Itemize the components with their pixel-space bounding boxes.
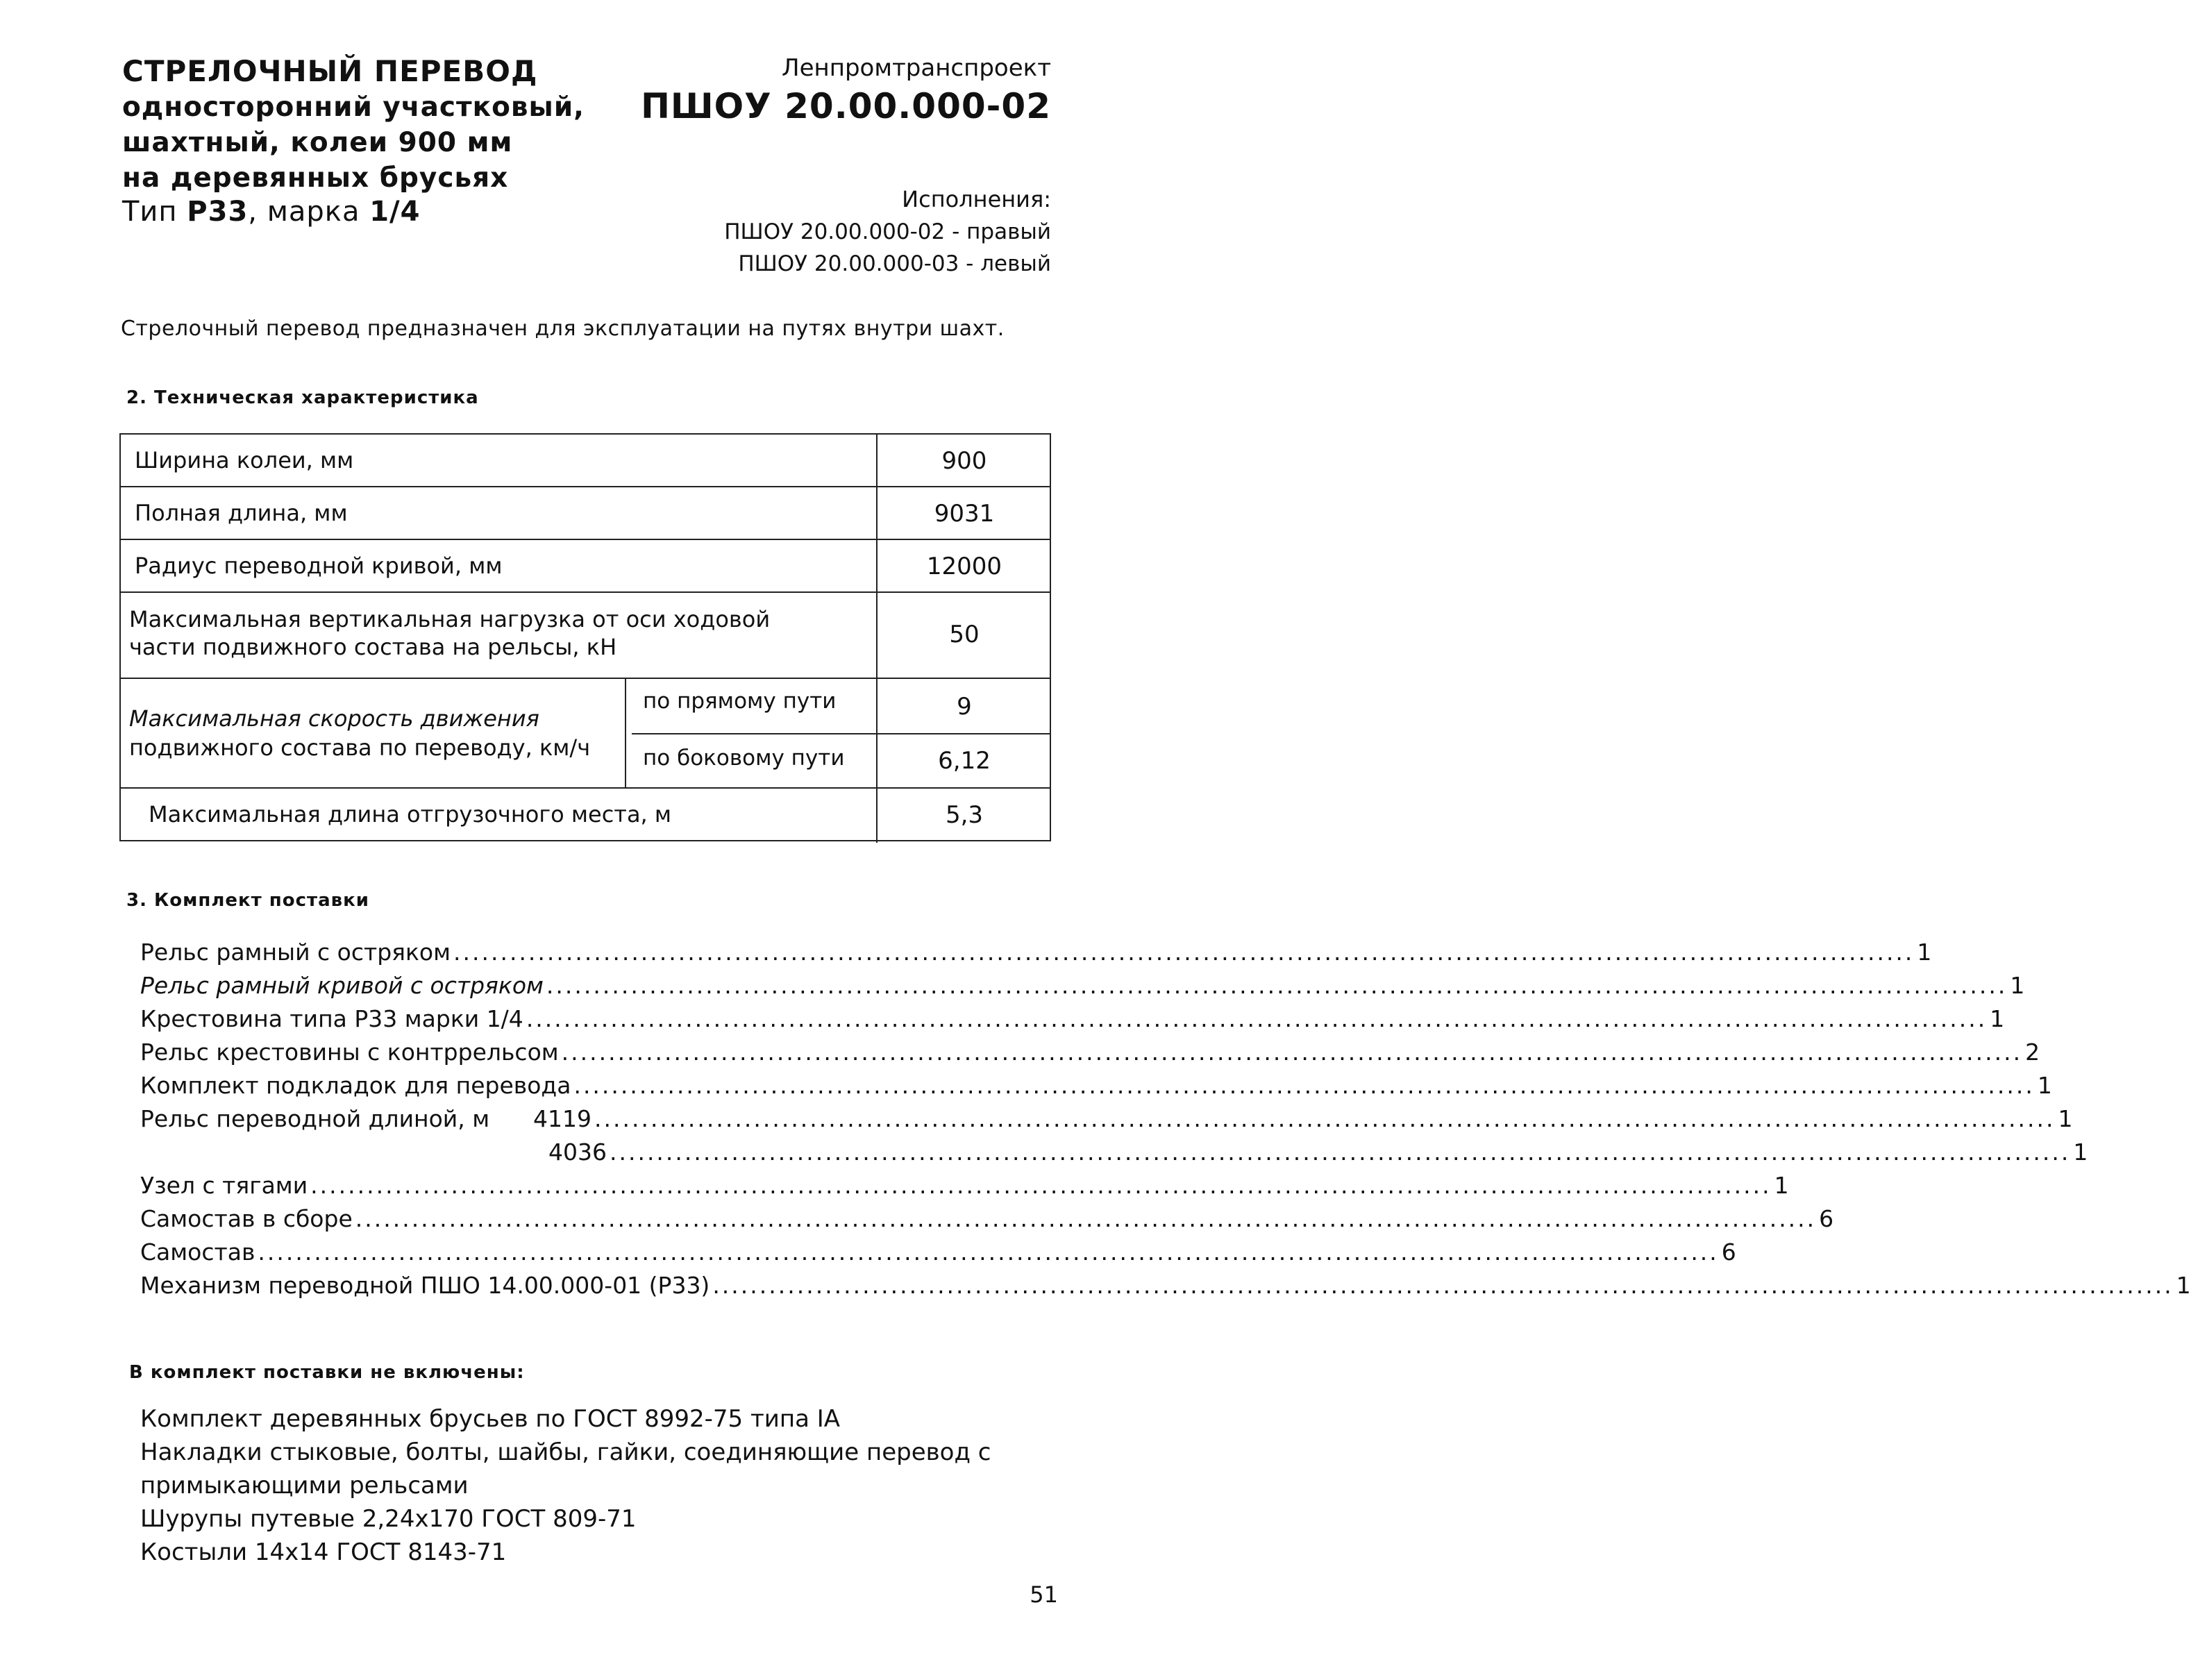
section-2-heading: 2. Техническая характеристика [126,387,479,408]
document-title: СТРЕЛОЧНЫЙ ПЕРЕВОД [122,54,538,88]
intro-text: Стрелочный перевод предназначен для эксплуатации на путях внутри шахт. [121,317,1005,341]
not-included-line: примыкающими рельсами [140,1472,469,1500]
not-included-line: Шурупы путевые 2,24х170 ГОСТ 809-71 [140,1505,637,1533]
not-included-line: Костыли 14х14 ГОСТ 8143-71 [140,1538,507,1566]
supply-item: Крестовина типа Р33 марки 1/4 ............................................................................................................................................................ 1 [140,1005,2005,1032]
execution-right: ПШОУ 20.00.000-02 - правый [724,219,1051,244]
spec-value-loading: 5,3 [945,801,984,829]
spec-value-load: 50 [949,621,980,648]
title-sub-line-3: на деревянных брусьях [122,162,509,194]
supply-item: 4036 ............................................................................................................................................................ 1 [548,1139,2088,1166]
spec-label-length: Полная длина, мм [135,500,348,526]
spec-label-gauge: Ширина колеи, мм [135,447,354,473]
supply-item: Рельс крестовины с контррельсом ............................................................................................................................................................ 2 [140,1039,2040,1066]
supply-item: Рельс рамный кривой с остряком ............................................................................................................................................................ 1 [140,972,2025,999]
spec-sub-straight: по прямому пути [643,689,837,714]
spec-label-load: Максимальная вертикальная нагрузка от оси ходовой части подвижного состава на рельсы, кН [129,606,771,660]
spec-label-radius: Радиус переводной кривой, мм [135,553,503,579]
spec-label-speed: Максимальная скорость движения подвижного состава по переводу, км/ч [129,705,591,761]
execution-left: ПШОУ 20.00.000-03 - левый [738,251,1051,276]
specs-table [119,433,1051,841]
section-3-heading: 3. Комплект поставки [126,890,369,911]
executions-label: Исполнения: [902,186,1051,212]
organization-name: Ленпромтранспроект [782,54,1051,82]
not-included-line: Комплект деревянных брусьев по ГОСТ 8992-75 типа IA [140,1405,841,1433]
document-code: ПШОУ 20.00.000-02 [641,86,1051,126]
spec-value-length: 9031 [934,500,995,528]
title-sub-line-1: односторонний участковый, [122,92,585,123]
spec-value-radius: 12000 [926,553,1002,580]
supply-item: Механизм переводной ПШО 14.00.000-01 (Р33) ............................................................................................................................................................ 1 [140,1272,2191,1299]
page-number: 51 [1030,1581,1058,1608]
supply-item: Самостав в сборе ............................................................................................................................................................ 6 [140,1205,1834,1232]
not-included-heading: В комплект поставки не включены: [129,1362,525,1383]
title-sub-line-2: шахтный, колеи 900 мм [122,127,513,158]
spec-value-straight: 9 [957,693,972,721]
type-and-mark: Тип Р33, марка 1/4 [122,196,421,228]
spec-label-loading: Максимальная длина отгрузочного места, м [149,801,672,828]
supply-item: Комплект подкладок для перевода ............................................................................................................................................................ 1 [140,1072,2052,1099]
supply-item: Рельс рамный с остряком ............................................................................................................................................................ 1 [140,939,1932,966]
supply-item: Узел с тягами ............................................................................................................................................................ 1 [140,1172,1789,1199]
supply-item: Рельс переводной длиной, м 4119 ............................................................................................................................................................ 1 [140,1105,2073,1132]
spec-value-side: 6,12 [938,747,991,775]
spec-sub-side: по боковому пути [643,746,845,771]
supply-item: Самостав ............................................................................................................................................................ 6 [140,1238,1736,1266]
not-included-line: Накладки стыковые, болты, шайбы, гайки, соединяющие перевод с [140,1438,991,1466]
spec-value-gauge: 900 [941,447,987,475]
